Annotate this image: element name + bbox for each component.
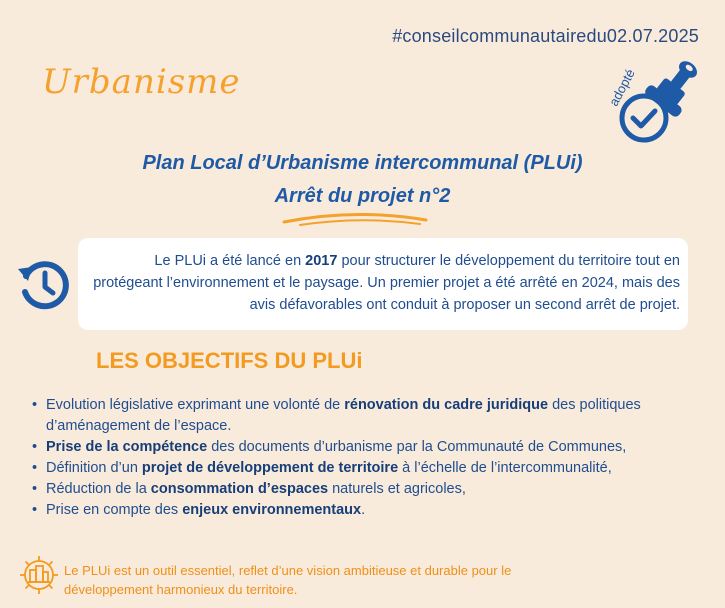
item-text: naturels et agricoles,: [328, 481, 466, 497]
item-bold: Prise de la compétence: [46, 439, 208, 455]
item-text: .: [361, 502, 366, 518]
item-text: à l’échelle de l’intercommunalité,: [398, 460, 612, 476]
hashtag: #conseilcommunautairedu02.07.2025: [392, 26, 699, 46]
list-item: [30, 500, 710, 521]
item-bold: enjeux environnementaux: [182, 502, 362, 518]
plan-subtitle: Arrêt du projet n°2: [274, 185, 451, 207]
stamp-label: adopté: [605, 66, 638, 109]
item-text: Prise en compte des: [46, 502, 183, 518]
item-bold: consommation d’espaces: [150, 481, 329, 497]
intro-text-start: Le PLUi a été lancé en: [154, 253, 306, 269]
history-clock-icon: [16, 256, 72, 312]
objectives-title: LES OBJECTIFS DU PLUi: [96, 348, 363, 373]
list-item: [30, 458, 710, 479]
list-item: [30, 437, 710, 458]
item-text: des politiques d’aménagement de l’espace.: [46, 397, 641, 434]
intro-text-end: pour structurer le développement du territoire tout en protégeant l’environnement et le paysage. Un premier projet a été arrêté en 2024, mais des avis défavorables ont conduit à proposer un second arrêt de projet.: [93, 253, 680, 313]
objectives-list: [30, 395, 710, 521]
footer-text: Le PLUi est un outil essentiel, reflet d’une vision ambitieuse et durable pour le développement harmonieux du territoire.: [64, 563, 512, 597]
item-bold: rénovation du cadre juridique: [344, 397, 549, 413]
item-text: Réduction de la: [46, 481, 151, 497]
intro-year: 2017: [305, 253, 338, 269]
intro-box: [78, 238, 688, 330]
plan-title: Plan Local d’Urbanisme intercommunal (PLUi): [142, 152, 583, 174]
list-item: [30, 479, 710, 500]
item-bold: projet de développement de territoire: [141, 460, 399, 476]
title-underline-swoosh: [280, 210, 430, 228]
section-title: Urbanisme: [42, 62, 241, 102]
item-text: Evolution législative exprimant une volonté de: [46, 397, 345, 413]
item-text: des documents d’urbanisme par la Communauté de Communes,: [207, 439, 627, 455]
list-item: [30, 395, 710, 437]
city-gear-icon: [18, 554, 60, 596]
item-text: Définition d’un: [46, 460, 142, 476]
